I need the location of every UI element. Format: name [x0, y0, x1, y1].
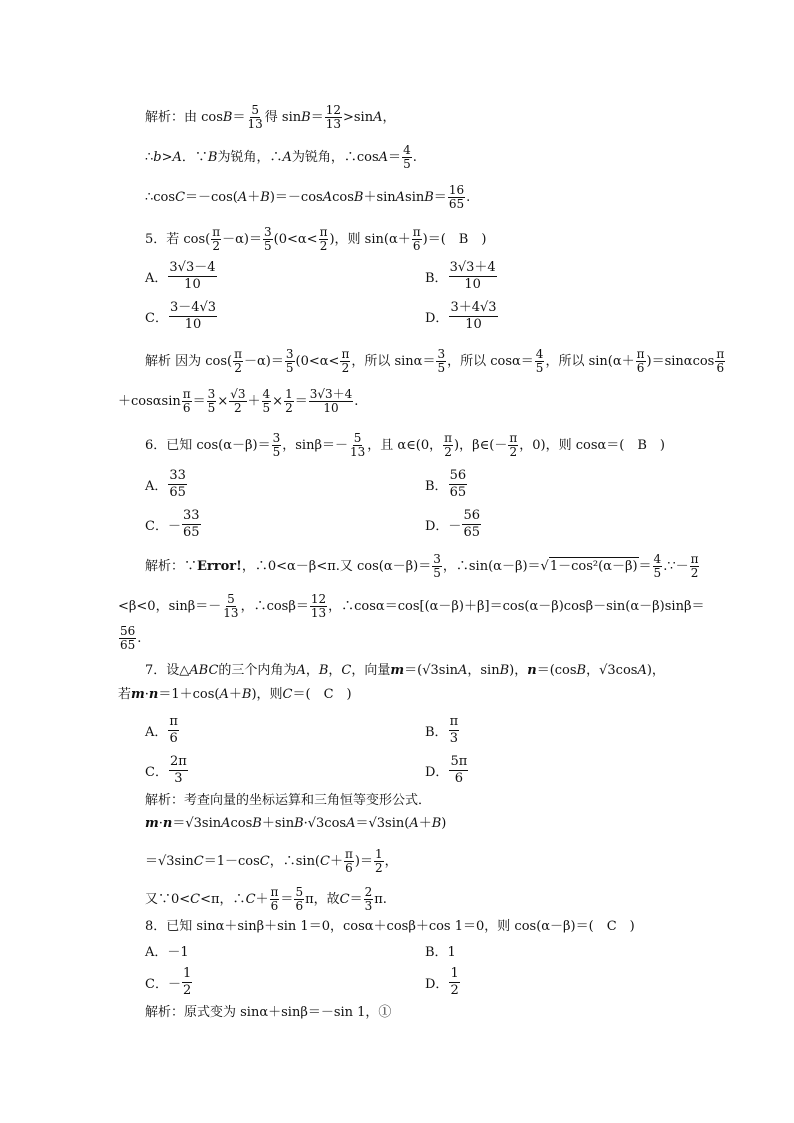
- q5-stem: 5．若 cos( $\frac{\pi}{2}$ －α)＝ $\frac{3}{5}$ (0<α< $\frac{\pi}{2}$ )，则 sin(α＋ $\frac{\pi}{6}$ )＝( B ): [145, 225, 487, 253]
- q4-solution-line-1: 解析：由 cos B ＝ $\frac{5}{13}$ 得 sin B ＝ $\frac{12}{13}$ >sin A ，: [145, 103, 396, 131]
- q5-option-a: A． $\frac{3√3-4}{10}$: [145, 260, 216, 292]
- q7-solution-line-4: 又∵0< C <π，∴ C ＋ $\frac{\pi}{6}$ ＝ $\frac{5}{6}$ π，故 C ＝ $\frac{2}{3}$ π.: [145, 885, 387, 913]
- q7-solution-line-3: ＝√3sin C ＝1－cos C ，∴sin( C ＋ $\frac{\pi}{6}$ )＝ $\frac{1}{2}$ ，: [145, 847, 398, 875]
- q6-solution-line-2: <β<0，sinβ＝－ $\frac{5}{13}$ ，∴cosβ＝ $\frac{12}{13}$ ，∴cosα＝cos[(α－β)＋β]＝cos(α－β)cosβ－sin(α－β)sinβ＝: [118, 592, 705, 620]
- q8-option-c: C．－ $\frac{1}{2}$: [145, 966, 192, 998]
- q6-solution-line-3: $\frac{56}{65}$ .: [120, 624, 142, 652]
- q8-solution-line-1: 解析：原式变为 sinα＋sinβ＝－sin 1，①: [145, 1005, 392, 1020]
- q6-stem: 6．已知 cos(α－β)＝ $\frac{3}{5}$ ，sinβ＝－ $\frac{5}{13}$ ，且 α∈(0， $\frac{\pi}{2}$ )，β∈(－ $\frac{\pi}{2}$ ，0)，则 cosα＝( B ): [145, 431, 665, 459]
- q6-option-c: C．－ $\frac{33}{65}$: [145, 508, 200, 540]
- q7-option-b: B． $\frac{\pi}{3}$: [425, 714, 459, 746]
- q4-solution-line-2: ∴ b>A ．∵ B 为锐角，∴ A 为锐角，∴cos A ＝ $\frac{4}{5}$ .: [145, 143, 417, 171]
- q6-solution-line-1: 解析：∵ Error! ，∴0<α－β<π.又 cos(α－β)＝ $\frac{3}{5}$ ，∴sin(α－β)＝ √ 1－cos²(α－β) ＝ $\frac{4}{5}$ .∵－ $\frac{\pi}{2}$: [145, 552, 699, 580]
- q6-option-d: D．－ $\frac{56}{65}$: [425, 508, 480, 540]
- q7-option-d: D． $\frac{5\pi}{6}$: [425, 754, 468, 786]
- q5-solution-line-2: ＋cosαsin $\frac{\pi}{6}$ ＝ $\frac{3}{5}$ × $\frac{√3}{2}$ ＋ $\frac{4}{5}$ × $\frac{1}{2}$ ＝ $\frac{3√3+4}{10}$ .: [118, 387, 359, 415]
- q6-option-b: B． $\frac{56}{65}$: [425, 468, 467, 500]
- q8-option-b: B．1: [425, 945, 456, 960]
- q7-solution-line-1: 解析：考查向量的坐标运算和三角恒等变形公式．: [145, 793, 432, 808]
- q5-solution-line-1: 解析 因为 cos( $\frac{\pi}{2}$ －α)＝ $\frac{3}{5}$ (0<α< $\frac{\pi}{2}$ ，所以 sinα＝ $\frac{3}{5}$ ，所以 cosα＝ $\frac{4}{5}$ ，所以 sin(α＋ $\frac{\pi}{6}$ )＝sinαcos $\frac{\pi}{6}$: [145, 347, 725, 375]
- q4-solution-line-3: ∴cos C ＝－cos( A ＋ B )＝－cos A cos B ＋sin A sin B ＝ $\frac{16}{65}$ .: [145, 183, 471, 211]
- q7-stem-line-2: 若 m · n ＝1＋cos( A ＋ B )，则 C ＝( C ): [118, 687, 352, 702]
- q7-option-c: C． $\frac{2\pi}{3}$: [145, 754, 187, 786]
- q7-stem-line-1: 7．设△ ABC 的三个内角为 A ， B ， C ，向量 m ＝(√3sin A ，sin B )， n ＝(cos B ，√3cos A )，: [145, 663, 665, 678]
- q8-option-d: D． $\frac{1}{2}$: [425, 966, 459, 998]
- q8-stem: 8．已知 sinα＋sinβ＋sin 1＝0，cosα＋cosβ＋cos 1＝0，则 cos(α－β)＝( C ): [145, 919, 635, 934]
- q5-option-d: D． $\frac{3+4√3}{10}$: [425, 300, 497, 332]
- q7-option-a: A． $\frac{\pi}{6}$: [145, 714, 178, 746]
- q6-option-a: A． $\frac{33}{65}$: [145, 468, 186, 500]
- q7-solution-line-2: m · n ＝√3sin A cos B ＋sin B ·√3cos A ＝√3sin( A ＋ B ): [145, 816, 447, 831]
- q5-option-c: C． $\frac{3-4√3}{10}$: [145, 300, 217, 332]
- q5-option-b: B． $\frac{3√3+4}{10}$: [425, 260, 496, 292]
- q8-option-a: A．－1: [145, 945, 189, 960]
